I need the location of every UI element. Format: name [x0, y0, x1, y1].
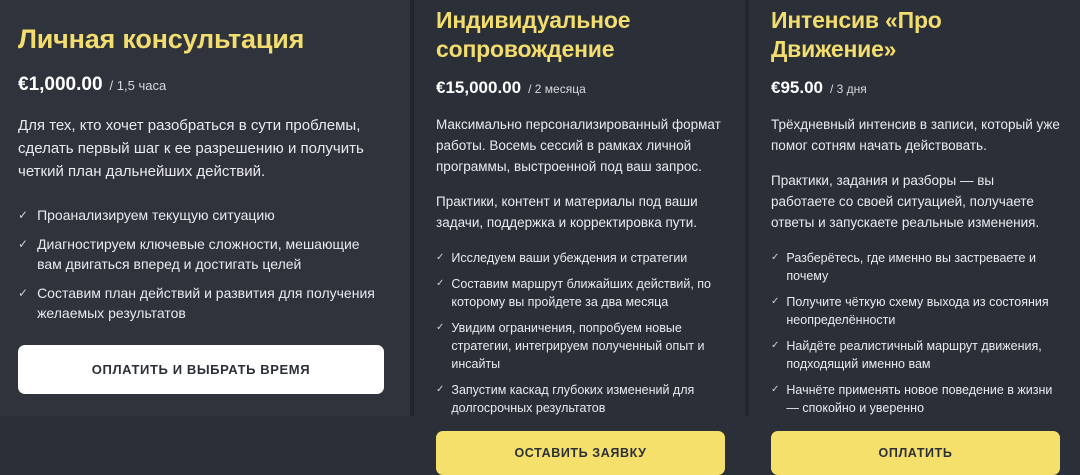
list-item	[18, 205, 384, 225]
card-description	[771, 114, 1060, 233]
feature-label: Составим маршрут ближайших действий, по которому вы пройдете за два месяца	[451, 277, 712, 309]
feature-label: Получите чёткую схему выхода из состояния неопределённости	[786, 295, 1049, 327]
card-title: Интенсив «Про Движение»	[771, 7, 942, 62]
list-item	[771, 337, 1060, 373]
card-description	[18, 114, 384, 183]
list-item	[771, 293, 1060, 329]
price-value: €1,000.00	[18, 74, 103, 95]
price-line	[18, 74, 384, 96]
feature-label: Запустим каскад глубоких изменений для долгосрочных результатов	[451, 383, 695, 415]
check-icon: ✓	[771, 252, 780, 263]
feature-label: Составим план действий и развития для получения желаемых результатов	[37, 285, 375, 321]
check-icon: ✓	[436, 278, 445, 289]
list-item	[18, 234, 384, 274]
price-period: / 1,5 часа	[109, 78, 167, 93]
pay-and-choose-time-button[interactable]: ОПЛАТИТЬ И ВЫБРАТЬ ВРЕМЯ	[18, 345, 384, 394]
feature-label: Проанализируем текущую ситуацию	[37, 207, 275, 223]
description-paragraph: Практики, контент и материалы под ваши задачи, поддержка и корректировка пути.	[436, 194, 698, 230]
list-item	[436, 381, 725, 417]
price-line	[436, 78, 725, 98]
check-icon: ✓	[771, 340, 780, 351]
pay-button[interactable]: ОПЛАТИТЬ	[771, 431, 1060, 475]
description-paragraph: Практики, задания и разборы — вы работаете со своей ситуацией, получаете ответы и запускаете реальные изменения.	[771, 173, 1040, 230]
pricing-card-intensive	[745, 0, 1080, 460]
price-value: €15,000.00	[436, 78, 522, 97]
price-period: / 3 дня	[830, 82, 867, 96]
card-title: Личная консультация	[18, 24, 305, 54]
feature-label: Начнёте применять новое поведение в жизни — спокойно и уверенно	[786, 383, 1053, 415]
features-list	[771, 249, 1060, 425]
submit-request-button[interactable]: ОСТАВИТЬ ЗАЯВКУ	[436, 431, 725, 475]
list-item	[436, 275, 725, 311]
description-paragraph: Максимально персонализированный формат работы. Восемь сессий в рамках личной программы, выстроенной под ваш запрос.	[436, 117, 721, 174]
check-icon: ✓	[771, 384, 780, 395]
features-list	[436, 249, 725, 425]
card-title: Индивидуальное сопровождение	[436, 7, 631, 62]
feature-label: Исследуем ваши убеждения и стратегии	[451, 251, 688, 265]
list-item	[436, 319, 725, 373]
card-description	[436, 114, 725, 233]
feature-label: Увидим ограничения, попробуем новые стратегии, интегрируем полученный опыт и инсайты	[451, 321, 705, 371]
check-icon: ✓	[18, 208, 29, 222]
list-item	[436, 249, 725, 267]
feature-label: Найдёте реалистичный маршрут движения, подходящий именно вам	[786, 339, 1042, 371]
check-icon: ✓	[436, 384, 445, 395]
features-list	[18, 205, 384, 332]
check-icon: ✓	[771, 296, 780, 307]
feature-label: Диагностируем ключевые сложности, мешающие вам двигаться вперед и достигать целей	[37, 236, 360, 272]
list-item	[771, 249, 1060, 285]
check-icon: ✓	[436, 252, 445, 263]
pricing-card-personal-consultation	[0, 0, 410, 416]
feature-label: Разберётесь, где именно вы застреваете и почему	[786, 251, 1036, 283]
spacer	[18, 332, 384, 345]
list-item	[771, 381, 1060, 417]
price-period: / 2 месяца	[528, 82, 586, 96]
price-line	[771, 78, 1060, 98]
list-item	[18, 283, 384, 323]
description-paragraph: Для тех, кто хочет разобраться в сути проблемы, сделать первый шаг к ее разрешению и получить четкий план дальнейших действий.	[18, 117, 364, 180]
check-icon: ✓	[18, 237, 29, 251]
price-value: €95.00	[771, 78, 823, 97]
pricing-card-individual-support	[410, 0, 745, 460]
check-icon: ✓	[18, 286, 29, 300]
description-paragraph: Трёхдневный интенсив в записи, который уже помог сотням начать действовать.	[771, 117, 1060, 153]
check-icon: ✓	[436, 322, 445, 333]
